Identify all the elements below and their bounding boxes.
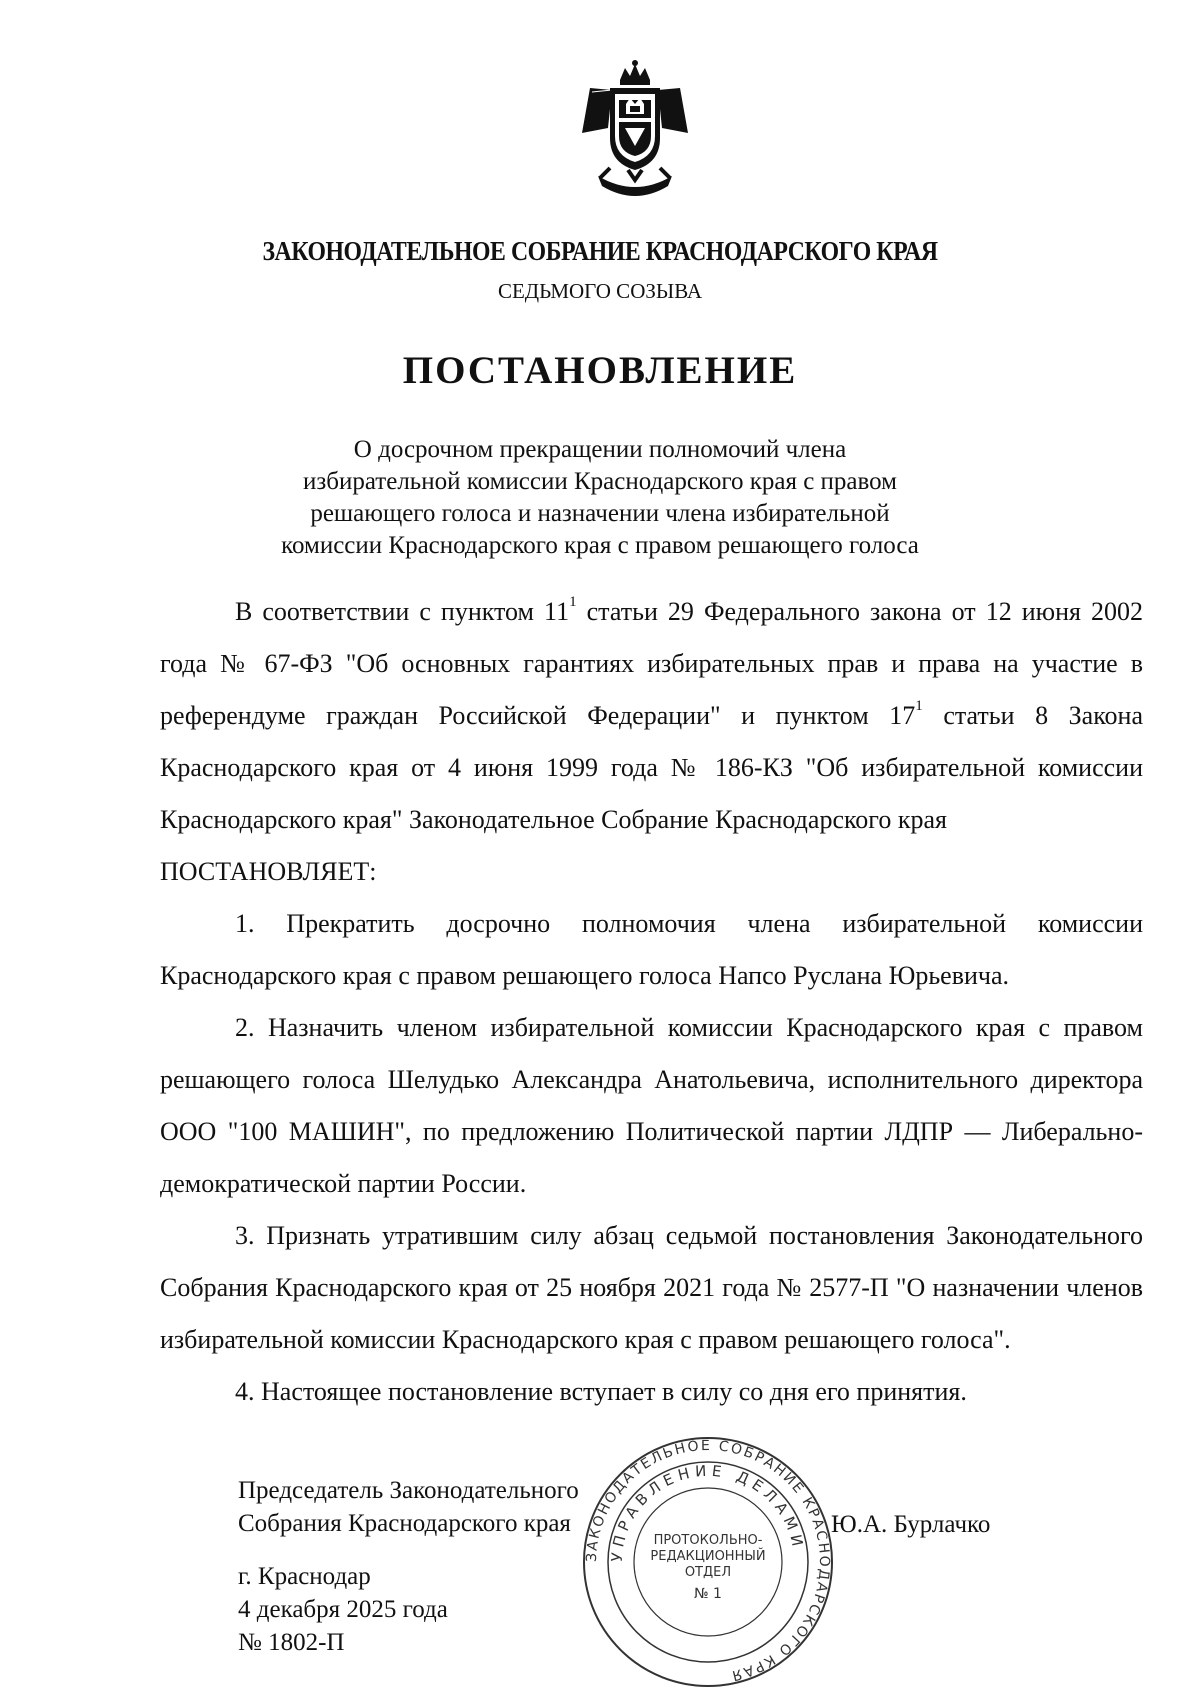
subject-line: комиссии Краснодарского края с правом решающего голоса	[281, 532, 919, 559]
document-subject	[240, 434, 960, 562]
document-number: № 1802-П	[238, 1629, 345, 1656]
stamp-center-text: ПРОТОКОЛЬНО-	[653, 1533, 763, 1548]
city-label: г. Краснодар	[238, 1563, 371, 1590]
date-label: 4 декабря 2025 года	[238, 1596, 448, 1623]
signatory-position-line: Председатель Законодательного	[238, 1477, 579, 1504]
stamp-inner-ring-text: УПРАВЛЕНИЕ ДЕЛАМИ	[607, 1461, 808, 1563]
organization-title: ЗАКОНОДАТЕЛЬНОЕ СОБРАНИЕ КРАСНОДАРСКОГО КРАЯ	[262, 236, 938, 266]
signatory-position-line: Собрания Краснодарского края	[238, 1510, 571, 1537]
preamble-text: статьи 29 Федерального закона от 12 июня 2002 года № 67-ФЗ "Об основных гарантиях избирательных прав и права на участие в референдуме граждан Российской Федерации" и пунктом 17	[160, 597, 1143, 730]
superscript: 1	[569, 594, 577, 611]
subject-line: О досрочном прекращении полномочий члена	[353, 436, 847, 463]
signatory-position	[238, 1474, 579, 1540]
subject-line: решающего голоса и назначении члена избирательной	[310, 500, 890, 527]
stamp-outer-ring-text: ЗАКОНОДАТЕЛЬНОЕ СОБРАНИЕ КРАСНОДАРСКОГО КРАЯ	[583, 1437, 833, 1684]
stamp-center-text: № 1	[694, 1586, 722, 1602]
preamble-text: статьи 8 Закона Краснодарского края от 4 июня 1999 года № 186-КЗ "Об избирательной комиссии Краснодарского края" Законодательное Собрание Краснодарского края	[160, 701, 1143, 834]
subject-line: избирательной комиссии Краснодарского края с правом	[303, 468, 897, 495]
preamble-text: В соответствии с пунктом 11	[235, 597, 570, 626]
resolution-item: 3. Признать утратившим силу абзац седьмой постановления Законодательного Собрания Краснодарского края от 25 ноября 2021 года № 2577-П "О назначении членов избирательной комиссии Краснодарского края с правом решающего голоса".	[160, 1221, 1143, 1354]
document-body	[160, 586, 1143, 1418]
stamp-center-text: РЕДАКЦИОННЫЙ	[650, 1549, 766, 1564]
document-type-heading: ПОСТАНОВЛЕНИЕ	[402, 349, 798, 392]
resolves-label: ПОСТАНОВЛЯЕТ:	[160, 857, 377, 886]
superscript: 1	[915, 698, 923, 715]
official-round-stamp	[578, 1432, 838, 1692]
resolution-item: 1. Прекратить досрочно полномочия члена избирательной комиссии Краснодарского края с правом решающего голоса Напсо Руслана Юрьевича.	[160, 909, 1143, 990]
coat-of-arms-emblem	[570, 58, 700, 208]
preamble-paragraph	[160, 586, 1143, 846]
resolution-item: 2. Назначить членом избирательной комиссии Краснодарского края с правом решающего голоса Шелудько Александра Анатольевича, исполнительного директора ООО "100 МАШИН", по предложению Политической партии ЛДПР — Либерально-демократической партии России.	[160, 1013, 1143, 1198]
convocation-label: СЕДЬМОГО СОЗЫВА	[497, 279, 703, 303]
signatory-name: Ю.А. Бурлачко	[831, 1511, 991, 1538]
stamp-center-text: ОТДЕЛ	[684, 1565, 732, 1580]
document-place-date	[238, 1560, 448, 1659]
resolution-item: 4. Настоящее постановление вступает в силу со дня его принятия.	[235, 1377, 967, 1406]
